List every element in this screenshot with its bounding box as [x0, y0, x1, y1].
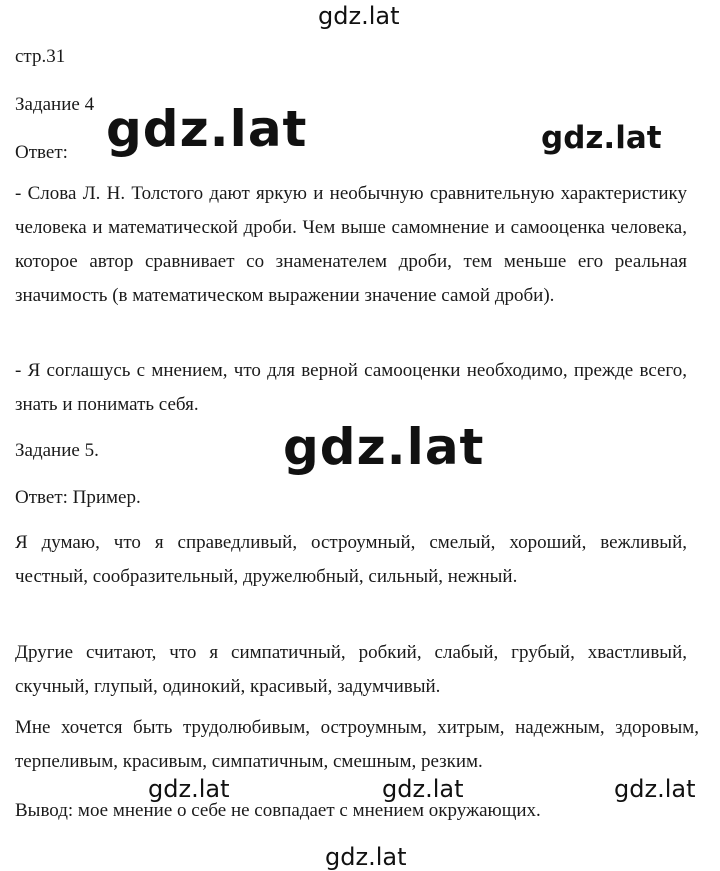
conclusion: Вывод: мое мнение о себе не совпадает с мнением окружающих.	[15, 800, 541, 821]
watermark-big-2: gdz.lat	[283, 418, 485, 476]
page-reference: стр.31	[15, 46, 66, 67]
task-4-paragraph-1: - Слова Л. Н. Толстого дают яркую и необычную сравнительную характеристику человека и математической дроби. Чем выше самомнение и самооценка человека, которое автор сравнивает со знаменателем дроби, тем меньше его реальная значимость (в математическом выражении значение самой дроби).	[15, 183, 687, 306]
watermark-bottom-left: gdz.lat	[148, 775, 230, 803]
task-4-title: Задание 4	[15, 94, 95, 115]
task-4-answer-label: Ответ:	[15, 142, 68, 163]
task-4-paragraph-2: - Я соглашусь с мнением, что для верной самооценки необходимо, прежде всего, знать и понимать себя.	[15, 360, 687, 415]
watermark-top: gdz.lat	[318, 2, 400, 30]
task-5-answer-label: Ответ: Пример.	[15, 487, 141, 508]
task-5-title: Задание 5.	[15, 440, 99, 461]
task-5-paragraph-2: Другие считают, что я симпатичный, робкий, слабый, грубый, хвастливый, скучный, глупый, одинокий, красивый, задумчивый.	[15, 642, 687, 697]
watermark-footer: gdz.lat	[325, 843, 407, 871]
watermark-right: gdz.lat	[541, 120, 662, 156]
task-5-paragraph-1: Я думаю, что я справедливый, остроумный, смелый, хороший, вежливый, честный, сообразительный, дружелюбный, сильный, нежный.	[15, 532, 687, 587]
watermark-bottom-center: gdz.lat	[382, 775, 464, 803]
task-5-paragraph-3: Мне хочется быть трудолюбивым, остроумным, хитрым, надежным, здоровым, терпеливым, красивым, симпатичным, смешным, резким.	[15, 717, 699, 771]
watermark-big-1: gdz.lat	[106, 100, 308, 158]
watermark-bottom-right: gdz.lat	[614, 775, 696, 803]
